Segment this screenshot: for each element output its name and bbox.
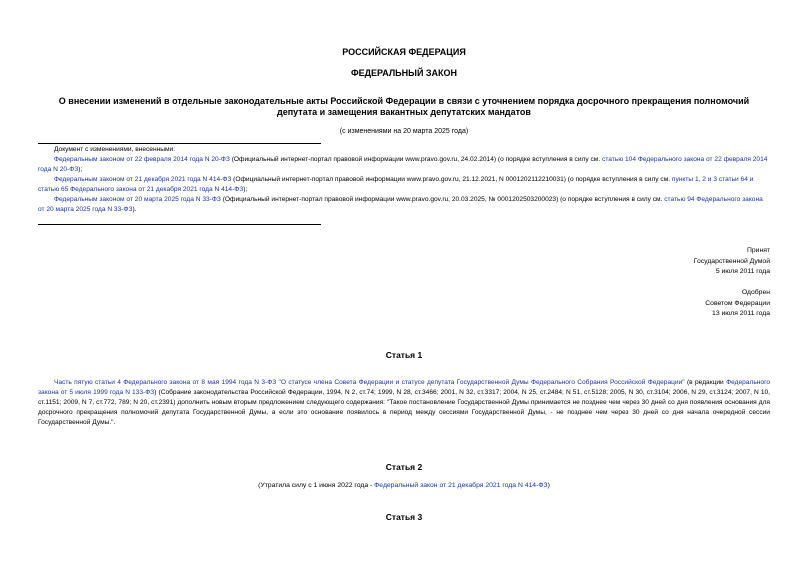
article-1-heading: Статья 1 — [385, 350, 423, 360]
repealing-law-link[interactable]: Федеральный закон от 21 декабря 2021 года N 414-ФЗ — [374, 482, 548, 489]
accepted-date: 5 июля 2011 года — [715, 268, 770, 275]
approved-date: 13 июля 2011 года — [712, 310, 770, 317]
modifications-intro: Документ с изменениями, внесенными: — [54, 146, 176, 153]
amending-edition-link[interactable]: Федерального закона от 5 июля 1999 года N 133-ФЗ — [38, 379, 770, 396]
modification-item: Федеральным законом от 20 марта 2025 года N 33-ФЗ (Официальный интернет-портал правовой информации www.pravo.gov.ru, 20.03.2025, № 0001202503200023) (о порядке вступления в силу см. статью 94 Федерального закона от 20 марта 2025 года N 33-ФЗ). — [38, 196, 763, 213]
article-2-repeal-note: (Утратила силу с 1 июня 2022 года - Федеральный закон от 21 декабря 2021 года N 414-ФЗ) — [258, 482, 550, 489]
accepted-body: Государственной Думой — [693, 257, 770, 265]
country-heading: РОССИЙСКАЯ ФЕДЕРАЦИЯ — [342, 47, 466, 57]
entry-into-force-link[interactable]: пункты 1, 2 и 3 статьи 64 и статью 65 Федерального закона от 21 декабря 2021 года N 414-ФЗ — [38, 176, 754, 193]
amending-law-link[interactable]: Федеральным законом от 21 декабря 2021 года N 414-ФЗ — [54, 176, 232, 183]
edition-note: (с изменениями на 20 марта 2025 года) — [339, 128, 469, 135]
accepted-label: Принят — [746, 247, 770, 254]
doc-type-heading: ФЕДЕРАЛЬНЫЙ ЗАКОН — [350, 68, 458, 78]
amending-law-link[interactable]: Федеральным законом от 22 февраля 2014 года N 20-ФЗ — [54, 156, 230, 163]
adoption-duma — [694, 246, 770, 278]
approved-body: Советом Федерации — [705, 299, 770, 307]
amending-law-link[interactable]: Федеральным законом от 20 марта 2025 года N 33-ФЗ — [54, 196, 221, 203]
entry-into-force-link[interactable]: статью 94 Федерального закона от 20 марта 2025 года N 33-ФЗ — [38, 196, 763, 213]
bottom-divider — [38, 224, 321, 225]
article-2-heading: Статья 2 — [385, 462, 423, 472]
article-3-heading: Статья 3 — [385, 512, 423, 522]
amended-law-link[interactable]: Часть пятую статьи 4 Федерального закона от 8 мая 1994 года N 3-ФЗ "О статусе члена Совета Федерации и статусе депутата Государственной Думы Федерального Собрания Российской Федерации" — [54, 379, 685, 386]
entry-into-force-link[interactable]: статью 104 Федерального закона от 22 февраля 2014 года N 20-ФЗ — [38, 156, 768, 173]
adoption-council — [705, 288, 770, 320]
modification-item: Федеральным законом от 21 декабря 2021 года N 414-ФЗ (Официальный интернет-портал правовой информации www.pravo.gov.ru, 21.12.2021, N 0001202112210031) (о порядке вступления в силу см. пункты 1, 2 и 3 статьи 64 и статью 65 Федерального закона от 21 декабря 2021 года N 414-ФЗ); — [38, 176, 754, 193]
modifications-block — [38, 145, 770, 215]
article-1-text: Часть пятую статьи 4 Федерального закона от 8 мая 1994 года N 3-ФЗ "О статусе члена Совета Федерации и статусе депутата Государственной Думы Федерального Собрания Российской Федерации" (в редакции Федерального закона от 5 июля 1999 года N 133-ФЗ) (Собрание законодательства Российской Федерации, 1994, N 2, ст.74; 1999, N 28, ст.3466; 2001, N 32, ст.3317; 2004, N 25, ст.2484; N 51, ст.5128; 2005, N 30, ст.3104; 2006, N 29, ст.3124; 2007, N 10, ст.1151; 2009, N 7, ст.772, 789; N 20, ст.2391) дополнить новым вторым предложением следующего содержания: "Такое постановление Государственной Думы принимается не позднее чем через 30 дней со дня появления основания для досрочного прекращения полномочий депутата Государственной Думы, а если это основание появилось в период между сессиями Государственной Думы, - не позднее чем через 30 дней со дня начала очередной сессии Государственной Думы.". — [38, 379, 771, 426]
modification-item: Федеральным законом от 22 февраля 2014 года N 20-ФЗ (Официальный интернет-портал правовой информации www.pravo.gov.ru, 24.02.2014) (о порядке вступления в силу см. статью 104 Федерального закона от 22 февраля 2014 года N 20-ФЗ); — [38, 156, 768, 173]
approved-label: Одобрен — [741, 289, 770, 296]
document-title: О внесении изменений в отдельные законодательные акты Российской Федерации в связи с уточнением порядка досрочного прекращения полномочий депутата и замещения вакантных депутатских мандатов — [58, 96, 750, 117]
top-divider — [38, 143, 321, 144]
